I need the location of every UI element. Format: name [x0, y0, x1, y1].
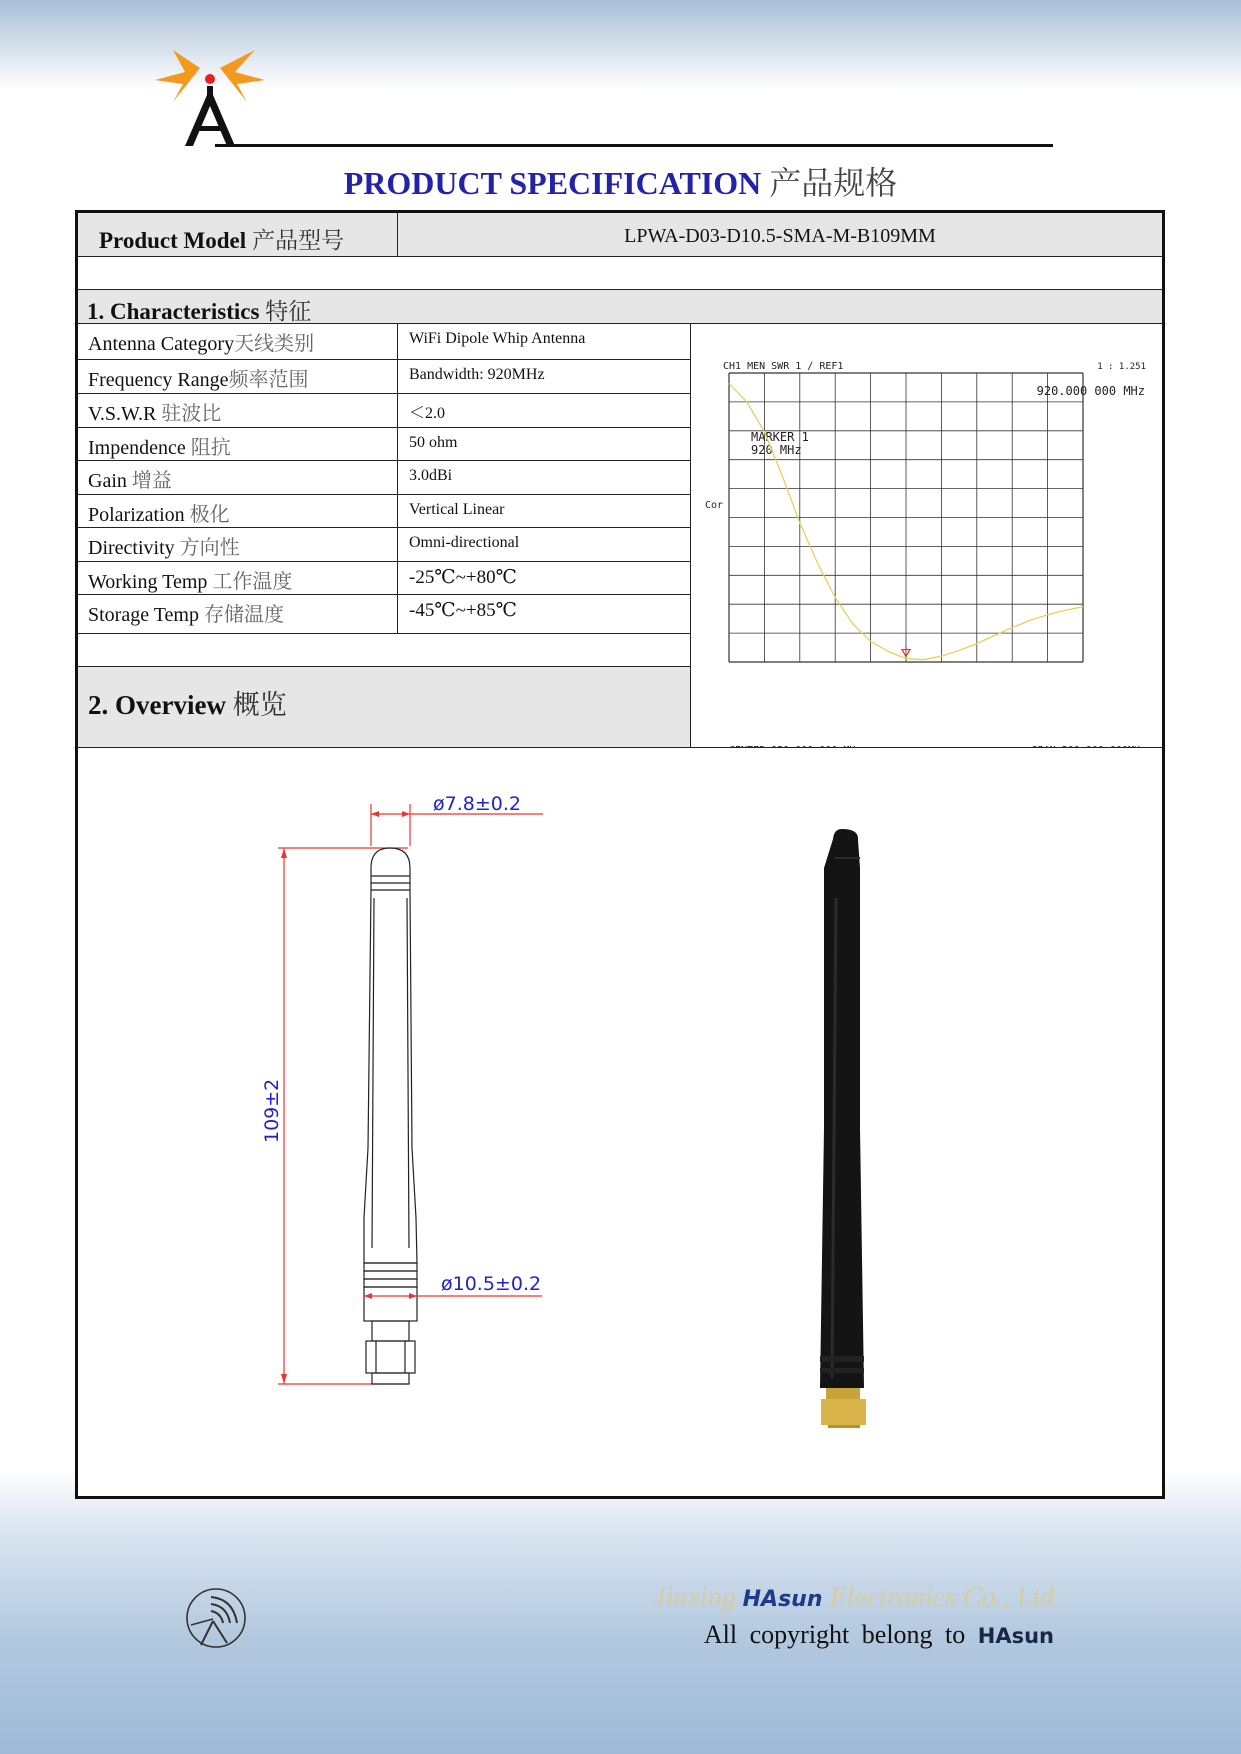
dim-length: 109±2	[261, 1078, 283, 1143]
spec-label-vswr: V.S.W.R 驻波比	[78, 394, 398, 428]
spec-label-polarization: Polarization 极化	[78, 495, 398, 528]
overview-area	[78, 747, 1162, 1496]
chart-grid	[729, 373, 1083, 662]
company-logo-icon	[155, 50, 265, 150]
footer-company-name: Jiaxing HAsun Electronics Co., Ltd	[653, 1582, 1054, 1613]
spec-value-working-temp: -25℃~+80℃	[398, 562, 691, 595]
page-title: PRODUCT SPECIFICATION 产品规格	[343, 165, 898, 201]
spec-value-vswr: ＜2.0	[398, 394, 691, 428]
product-model-value: LPWA-D03-D10.5-SMA-M-B109MM	[398, 213, 1162, 257]
characteristics-heading: 1. Characteristics 特征	[78, 290, 1162, 324]
dim-top-diameter: ø7.8±0.2	[433, 793, 521, 815]
lightning-left-icon	[155, 50, 200, 102]
spec-label-impedance: Impendence 阻抗	[78, 428, 398, 461]
spec-value-frequency-range: Bandwidth: 920MHz	[398, 360, 691, 394]
spec-label-storage-temp: Storage Temp 存储温度	[78, 595, 398, 634]
spacer-row	[78, 634, 691, 667]
spec-value-gain: 3.0dBi	[398, 461, 691, 495]
chart-title: CH1 MEN SWR 1 / REF1	[723, 361, 844, 372]
spec-label-frequency-range: Frequency Range频率范围	[78, 360, 398, 394]
chart-y-side-label: Cor	[705, 500, 724, 511]
chart-scale-label: 1 : 1.251	[1097, 362, 1146, 372]
footer-copyright: All copyright belong to HAsun	[703, 1620, 1054, 1649]
spec-label-antenna-category: Antenna Category天线类别	[78, 324, 398, 360]
dim-base-diameter: ø10.5±0.2	[441, 1273, 542, 1295]
footer-logo-icon	[183, 1585, 249, 1651]
spec-label-directivity: Directivity 方向性	[78, 528, 398, 562]
spec-value-impedance: 50 ohm	[398, 428, 691, 461]
spec-table	[75, 210, 1165, 1499]
chart-marker-readout: 920.000 000 MHz	[1036, 384, 1145, 398]
chart-marker-label: MARKER 1	[751, 430, 809, 444]
lightning-right-icon	[220, 50, 265, 102]
spacer-row	[78, 257, 1162, 290]
product-model-label: Product Model 产品型号	[78, 213, 398, 257]
spec-label-gain: Gain 增益	[78, 461, 398, 495]
chart-marker-freq: 920 MHz	[751, 443, 802, 457]
swr-chart-cell	[691, 324, 1162, 747]
spec-value-antenna-category: WiFi Dipole Whip Antenna	[398, 324, 691, 360]
spec-value-polarization: Vertical Linear	[398, 495, 691, 528]
antenna-outline	[364, 848, 417, 1384]
header-rule	[215, 144, 1053, 147]
spec-value-directivity: Omni-directional	[398, 528, 691, 562]
swr-chart	[691, 324, 1162, 747]
spec-value-storage-temp: -45℃~+85℃	[398, 595, 691, 634]
spec-label-working-temp: Working Temp 工作温度	[78, 562, 398, 595]
overview-heading: 2. Overview 概览	[78, 667, 691, 747]
antenna-dimension-drawing	[248, 788, 628, 1408]
antenna-product-photo	[678, 828, 908, 1428]
